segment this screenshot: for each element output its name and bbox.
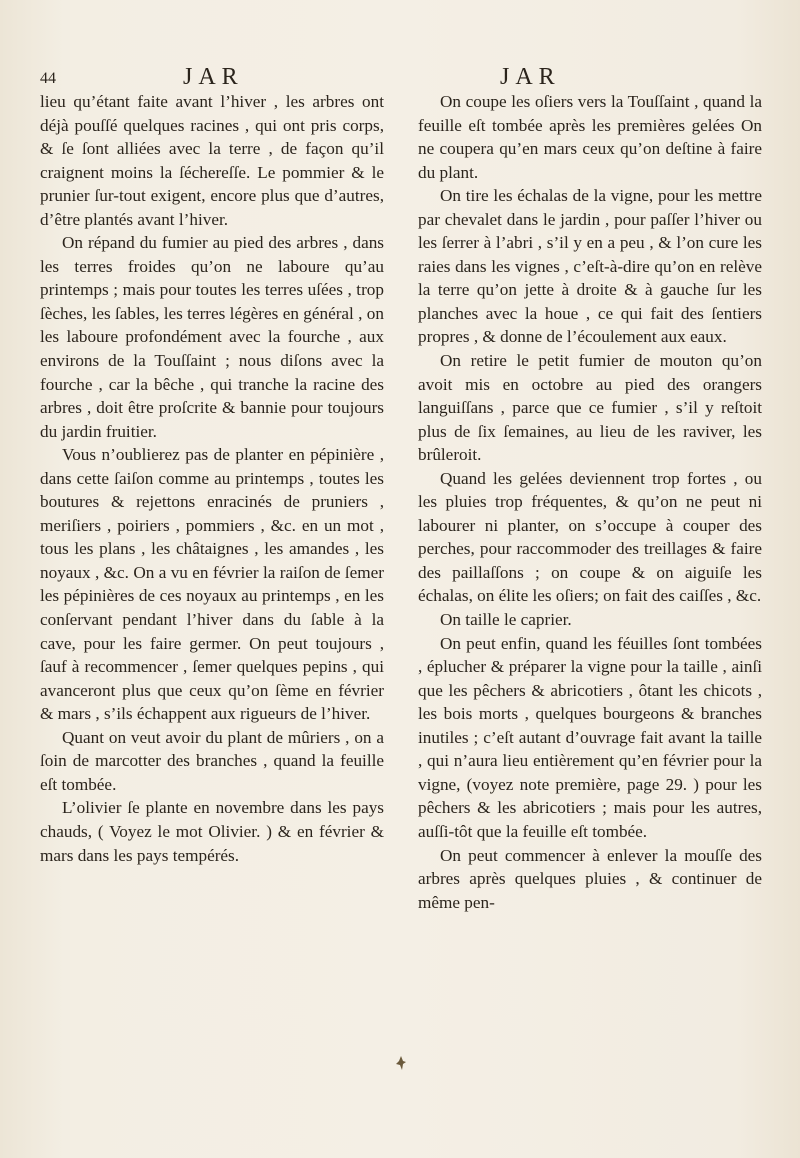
running-head-right: JAR [500,64,561,90]
right-paragraph-4: Quand les gelées deviennent trop fortes , ou les pluies trop fréquentes, & qu’on ne peut ni labourer ni planter, on s’occupe à couper des perches, pour raccommoder des treillages & faire des paillaſſons ; on coupe & on aiguiſe les échalas, on élite les oſiers; on fait des caiſſes , &c. [418,468,762,606]
right-paragraph-6: On peut enfin, quand les féuilles ſont tombées , éplucher & préparer la vigne pour la taille , ainſi que les pêchers & abricotiers , ôtant les chicots , les bois morts , quelques bourgeons & branches inutiles ; c’eſt autant d’ouvrage fait avant la taille , qui n’aura lieu entièrement qu’en février pour la vigne, (voyez note première, page 29. ) pour les pêchers & les abricotiers ; mais pour les autres, auſſi-tôt que la feuille eſt tombée. [418,633,762,841]
right-paragraph-7: On peut commencer à enlever la mouſſe des arbres après quelques pluies , & continuer de même pen- [418,845,762,912]
right-paragraph-3: On retire le petit fumier de mouton qu’on avoit mis en octobre au pied des orangers languiſſans , parce que ce fumier , s’il y reſtoit plus de ſix ſemaines, au lieu de les raviver, les brûleroit. [418,351,762,465]
page-header [0,66,800,92]
running-head-left: JAR [183,64,244,90]
right-paragraph-2: On tire les échalas de la vigne, pour les mettre par chevalet dans le jardin , pour paſſer l’hiver ou les ſerrer à l’abri , s’il y en a peu , & l’on cure les raies dans les vignes , c’eſt-à-dire qu’on en relève la terre qu’on jette à droite & à gauche ſur les planches avec la houe , ce qui fait des ſentiers propres , & donne de l’écoulement aux eaux. [418,186,762,347]
left-paragraph-2: On répand du fumier au pied des arbres , dans les terres froides qu’on ne laboure qu’au printemps ; mais pour toutes les terres uſées , trop ſèches, les ſables, les terres légères en général , on les laboure profondément avec la fourche , aux environs de la Touſſaint ; nous diſons avec la fourche , car la bêche , qui tranche la racine des arbres , doit être proſcrite & bannie pour toujours du jardin fruitier. [40,233,384,441]
right-paragraph-5: On taille le caprier. [440,610,572,630]
left-paragraph-5: L’olivier ſe plante en novembre dans les pays chauds, ( Voyez le mot Olivier. ) & en février & mars dans les pays tempérés. [40,798,384,865]
left-paragraph-4: Quant on veut avoir du plant de mûriers , on a ſoin de marcotter des branches , quand la feuille eſt tombée. [40,727,384,794]
right-paragraph-1: On coupe les oſiers vers la Touſſaint , quand la feuille eſt tombée après les premières gelées On ne coupera qu’en mars ceux qu’on deſtine à faire du plant. [418,92,762,182]
left-paragraph-3: Vous n’oublierez pas de planter en pépinière , dans cette ſaiſon comme au printemps , toutes les boutures & rejettons enracinés de pruniers , meriſiers , poiriers , pommiers , &c. en un mot , tous les plans , les châtaignes , les amandes , les noyaux , &c. On a vu en février la raiſon de ſemer les pépinières de ces noyaux au printemps , en les conſervant pendant l’hiver dans du ſable à la cave, pour les faire germer. On peut toujours , ſauf à recommencer , ſemer quelques pepins , qui avanceront plus que ceux qu’on ſème en février & mars , s’ils échappent aux rigueurs de l’hiver. [40,445,384,724]
right-column [418,90,762,914]
page-number: 44 [40,70,56,87]
left-paragraph-1: lieu qu’étant faite avant l’hiver , les arbres ont déjà pouſſé quelques racines , qui ont pris corps, & ſe ſont alliées avec la terre , de façon qu’il craignent moins la ſéchereſſe. Le pommier & le prunier ſur-tout exigent, encore plus que d’autres, d’être plantés avant l’hiver. [40,92,384,229]
left-column [40,90,384,867]
ink-blot-ornament [396,1056,406,1070]
